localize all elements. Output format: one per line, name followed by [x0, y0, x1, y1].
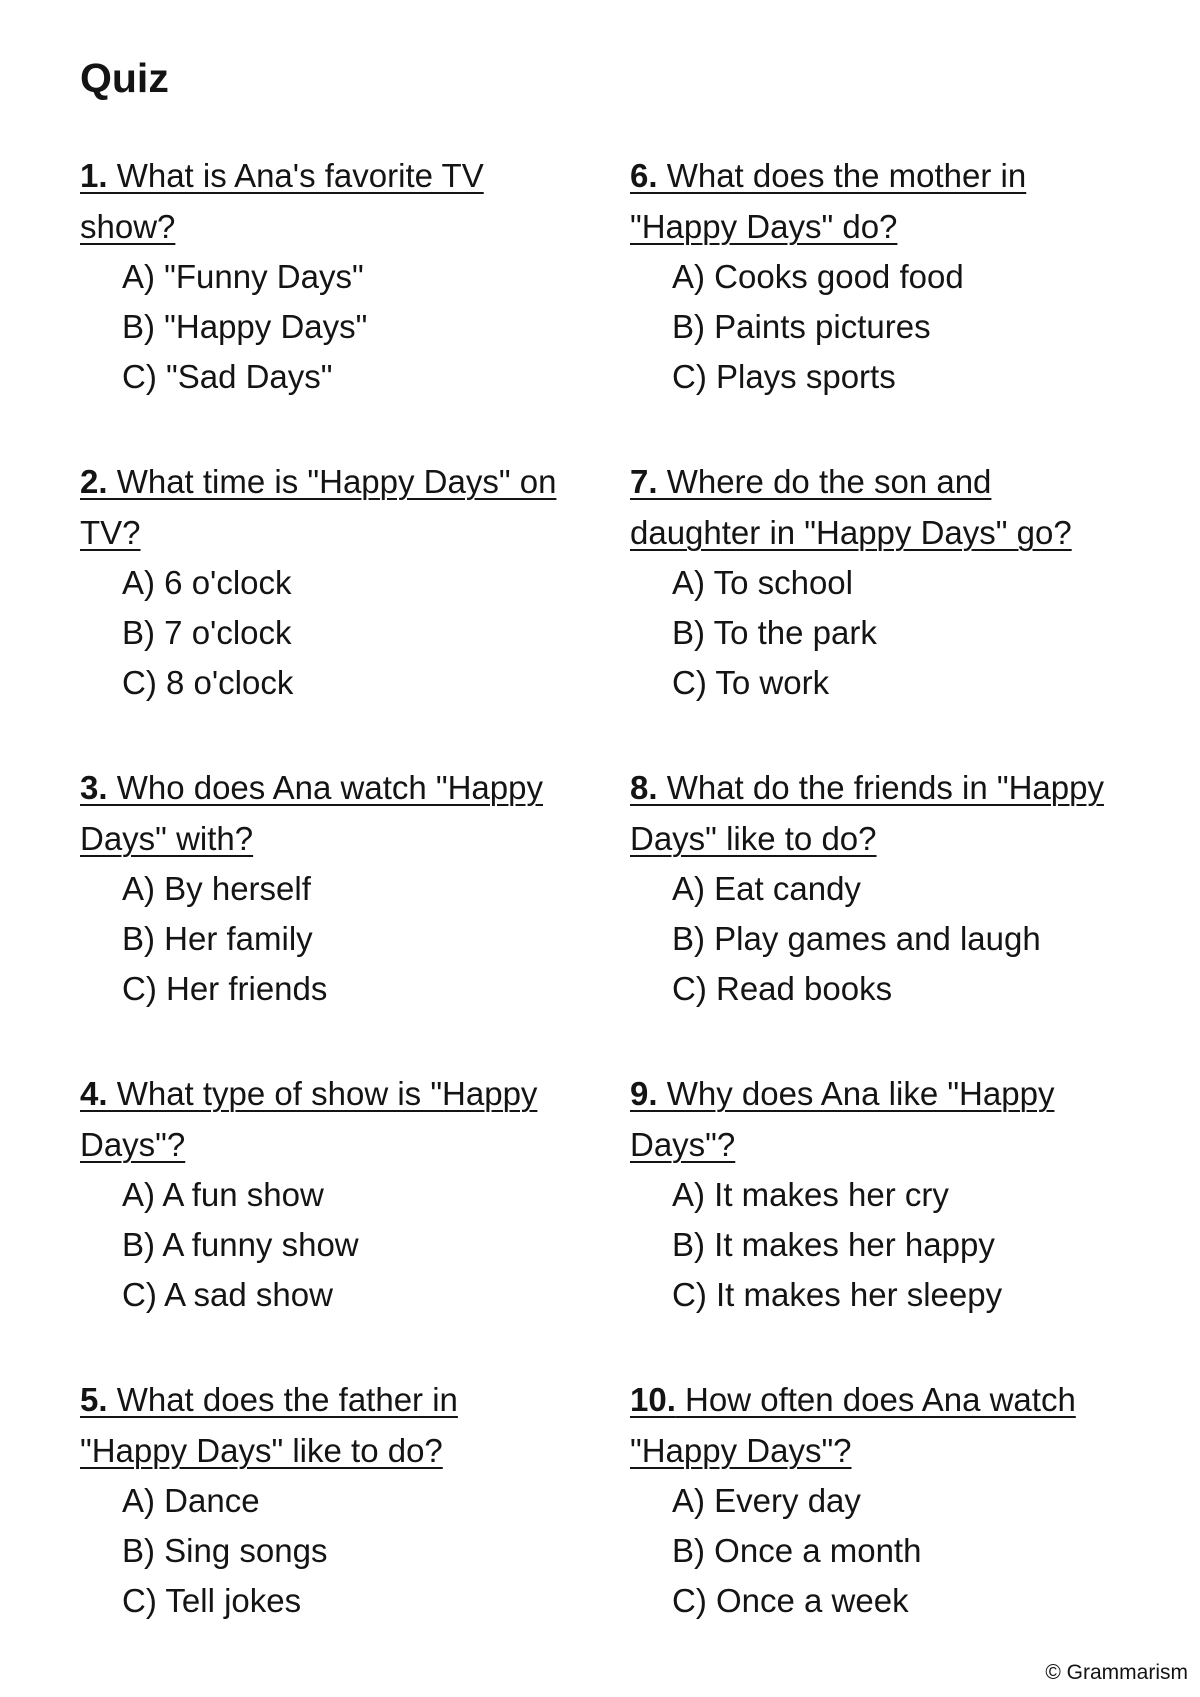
- answer-option-a[interactable]: A) Eat candy: [672, 870, 861, 907]
- answer-option-c[interactable]: C) Her friends: [122, 970, 328, 1007]
- question-text: [630, 1374, 1120, 1476]
- question-6: [630, 150, 1120, 456]
- answer-option-c[interactable]: C) "Sad Days": [122, 358, 333, 395]
- answer-option-a[interactable]: A) To school: [672, 564, 853, 601]
- answer-options: [630, 1476, 1120, 1626]
- question-prompt: Where do the son and daughter in "Happy Days" go?: [630, 463, 1072, 551]
- answer-option-c[interactable]: C) Tell jokes: [122, 1582, 302, 1619]
- answer-option-a[interactable]: A) It makes her cry: [672, 1176, 949, 1213]
- question-prompt: What does the mother in "Happy Days" do?: [630, 157, 1027, 245]
- question-number: 9.: [630, 1075, 658, 1112]
- answer-option-a[interactable]: A) A fun show: [122, 1176, 324, 1213]
- answer-option-a[interactable]: A) 6 o'clock: [122, 564, 292, 601]
- question-number: 6.: [630, 157, 658, 194]
- question-text: [630, 762, 1120, 864]
- answer-options: [80, 252, 570, 402]
- answer-option-a[interactable]: A) Cooks good food: [672, 258, 964, 295]
- question-number: 2.: [80, 463, 108, 500]
- copyright-notice: © Grammarism: [1045, 1661, 1188, 1684]
- question-prompt: What does the father in "Happy Days" like to do?: [80, 1381, 458, 1469]
- question-prompt: How often does Ana watch "Happy Days"?: [630, 1381, 1076, 1469]
- answer-options: [80, 558, 570, 708]
- question-9: [630, 1068, 1120, 1374]
- question-text: [630, 456, 1120, 558]
- answer-option-a[interactable]: A) By herself: [122, 870, 311, 907]
- question-prompt: What is Ana's favorite TV show?: [80, 157, 484, 245]
- question-4: [80, 1068, 570, 1374]
- answer-option-b[interactable]: B) "Happy Days": [122, 308, 368, 345]
- answer-option-a[interactable]: A) "Funny Days": [122, 258, 364, 295]
- answer-options: [80, 864, 570, 1014]
- question-number: 5.: [80, 1381, 108, 1418]
- question-10: [630, 1374, 1120, 1680]
- question-number: 8.: [630, 769, 658, 806]
- answer-option-a[interactable]: A) Dance: [122, 1482, 260, 1519]
- answer-option-c[interactable]: C) 8 o'clock: [122, 664, 294, 701]
- answer-option-b[interactable]: B) It makes her happy: [672, 1226, 995, 1263]
- answer-options: [80, 1170, 570, 1320]
- answer-option-b[interactable]: B) Once a month: [672, 1532, 922, 1569]
- question-number: 3.: [80, 769, 108, 806]
- question-text: [80, 1374, 570, 1476]
- answer-option-c[interactable]: C) A sad show: [122, 1276, 333, 1313]
- answer-option-b[interactable]: B) Play games and laugh: [672, 920, 1041, 957]
- page-title: Quiz: [80, 55, 169, 101]
- question-7: [630, 456, 1120, 762]
- answer-option-b[interactable]: B) To the park: [672, 614, 877, 651]
- answer-option-b[interactable]: B) Paints pictures: [672, 308, 931, 345]
- questions-column-left: [80, 150, 570, 1680]
- question-5: [80, 1374, 570, 1680]
- question-text: [80, 456, 570, 558]
- answer-option-b[interactable]: B) Her family: [122, 920, 313, 957]
- question-prompt: What time is "Happy Days" on TV?: [80, 463, 557, 551]
- question-prompt: What type of show is "Happy Days"?: [80, 1075, 538, 1163]
- question-8: [630, 762, 1120, 1068]
- question-number: 7.: [630, 463, 658, 500]
- answer-options: [630, 1170, 1120, 1320]
- question-number: 1.: [80, 157, 108, 194]
- question-prompt: Who does Ana watch "Happy Days" with?: [80, 769, 543, 857]
- answer-option-a[interactable]: A) Every day: [672, 1482, 861, 1519]
- answer-options: [80, 1476, 570, 1626]
- question-text: [80, 762, 570, 864]
- question-number: 10.: [630, 1381, 676, 1418]
- question-text: [80, 1068, 570, 1170]
- answer-option-c[interactable]: C) It makes her sleepy: [672, 1276, 1003, 1313]
- answer-option-b[interactable]: B) 7 o'clock: [122, 614, 292, 651]
- answer-option-c[interactable]: C) Plays sports: [672, 358, 896, 395]
- question-1: [80, 150, 570, 456]
- question-prompt: Why does Ana like "Happy Days"?: [630, 1075, 1055, 1163]
- answer-option-c[interactable]: C) Read books: [672, 970, 893, 1007]
- question-prompt: What do the friends in "Happy Days" like to do?: [630, 769, 1104, 857]
- questions-column-right: [630, 150, 1120, 1680]
- answer-options: [630, 558, 1120, 708]
- question-number: 4.: [80, 1075, 108, 1112]
- question-text: [630, 150, 1120, 252]
- answer-option-c[interactable]: C) To work: [672, 664, 830, 701]
- question-text: [80, 150, 570, 252]
- answer-options: [630, 864, 1120, 1014]
- answer-option-c[interactable]: C) Once a week: [672, 1582, 909, 1619]
- question-text: [630, 1068, 1120, 1170]
- answer-option-b[interactable]: B) A funny show: [122, 1226, 359, 1263]
- question-2: [80, 456, 570, 762]
- answer-option-b[interactable]: B) Sing songs: [122, 1532, 328, 1569]
- question-3: [80, 762, 570, 1068]
- answer-options: [630, 252, 1120, 402]
